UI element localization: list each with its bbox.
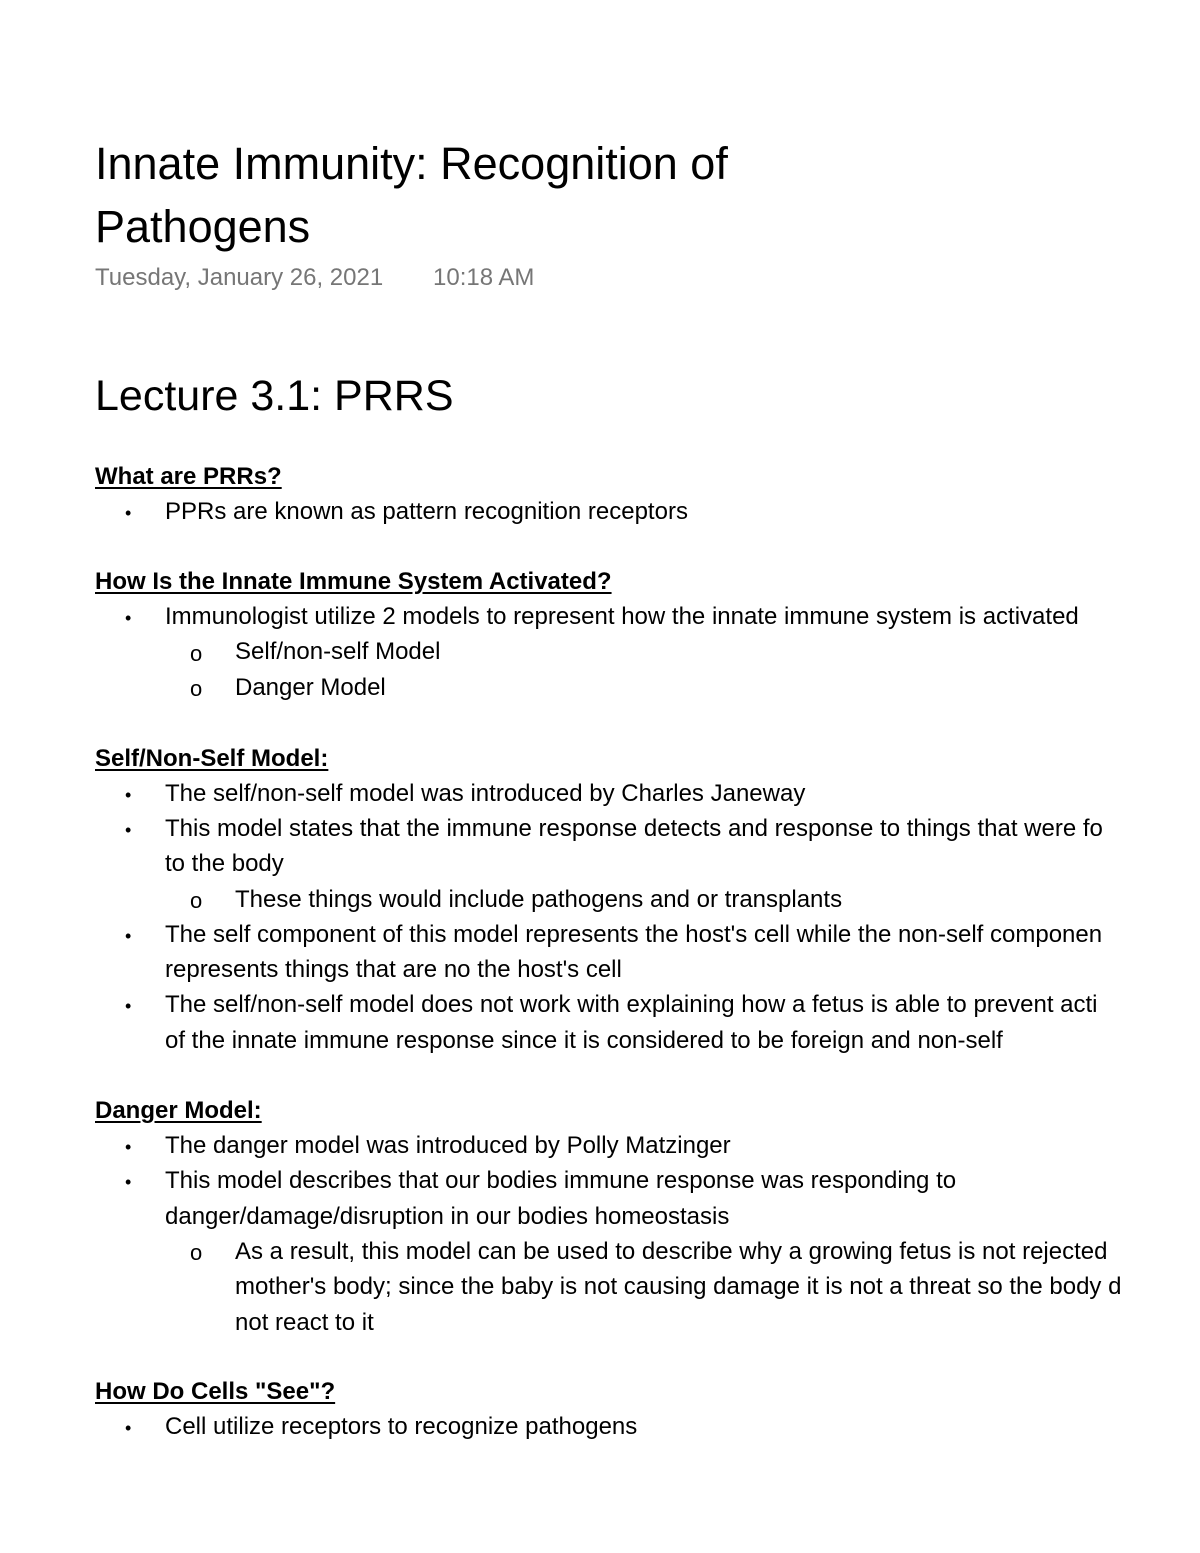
bullet-icon: • — [125, 1418, 132, 1438]
sub-list-item-continuation: mother's body; since the baby is not causing damage it is not a threat so the body d — [235, 1273, 1122, 1300]
sub-bullet-icon: o — [190, 888, 203, 913]
list-item: PPRs are known as pattern recognition receptors — [165, 498, 688, 525]
sub-list-item: Self/non-self Model — [235, 638, 441, 665]
note-date: Tuesday, January 26, 2021 — [95, 264, 384, 291]
list-item: The danger model was introduced by Polly Matzinger — [165, 1132, 731, 1159]
bullet-icon: • — [125, 926, 132, 946]
list-item: The self component of this model represents the host's cell while the non-self componen — [165, 921, 1103, 948]
section-heading-self-nonself: Self/Non-Self Model: — [95, 745, 329, 772]
list-item: The self/non-self model was introduced by Charles Janeway — [165, 780, 806, 807]
page-title: Innate Immunity: Recognition of Pathogens — [95, 138, 728, 252]
bullet-icon: • — [125, 1172, 132, 1192]
list-item-continuation: danger/damage/disruption in our bodies homeostasis — [165, 1203, 730, 1230]
sub-bullet-icon: o — [190, 641, 203, 666]
list-item: The self/non-self model does not work with explaining how a fetus is able to prevent acti — [165, 991, 1098, 1018]
sub-list-item-continuation: not react to it — [235, 1309, 374, 1336]
bullet-icon: • — [125, 996, 132, 1016]
list-item-continuation: of the innate immune response since it is considered to be foreign and non-self — [165, 1027, 1003, 1054]
section-heading-prrs: What are PRRs? — [95, 463, 282, 490]
sub-list-item: Danger Model — [235, 674, 386, 701]
note-meta — [95, 262, 535, 294]
bullet-icon: • — [125, 503, 132, 523]
bullet-icon: • — [125, 820, 132, 840]
bullet-icon: • — [125, 1137, 132, 1157]
section-heading-activation: How Is the Innate Immune System Activated? — [95, 568, 612, 595]
sub-bullet-icon: o — [190, 1240, 203, 1265]
list-item-continuation: to the body — [165, 850, 284, 877]
section-heading-see: How Do Cells "See"? — [95, 1378, 336, 1405]
sub-list-item: As a result, this model can be used to describe why a growing fetus is not rejected — [235, 1238, 1108, 1265]
section-heading-danger: Danger Model: — [95, 1097, 262, 1124]
list-item: Immunologist utilize 2 models to represent how the innate immune system is activated — [165, 603, 1079, 630]
bullet-icon: • — [125, 785, 132, 805]
sub-list-item: These things would include pathogens and or transplants — [235, 886, 843, 913]
sub-bullet-icon: o — [190, 676, 203, 701]
list-item-continuation: represents things that are no the host's cell — [165, 956, 622, 983]
list-item: Cell utilize receptors to recognize pathogens — [165, 1413, 638, 1440]
list-item: This model states that the immune response detects and response to things that were fo — [165, 815, 1103, 842]
note-time: 10:18 AM — [433, 264, 535, 291]
lecture-title: Lecture 3.1: PRRS — [95, 372, 454, 420]
list-item: This model describes that our bodies immune response was responding to — [165, 1167, 957, 1194]
bullet-icon: • — [125, 608, 132, 628]
